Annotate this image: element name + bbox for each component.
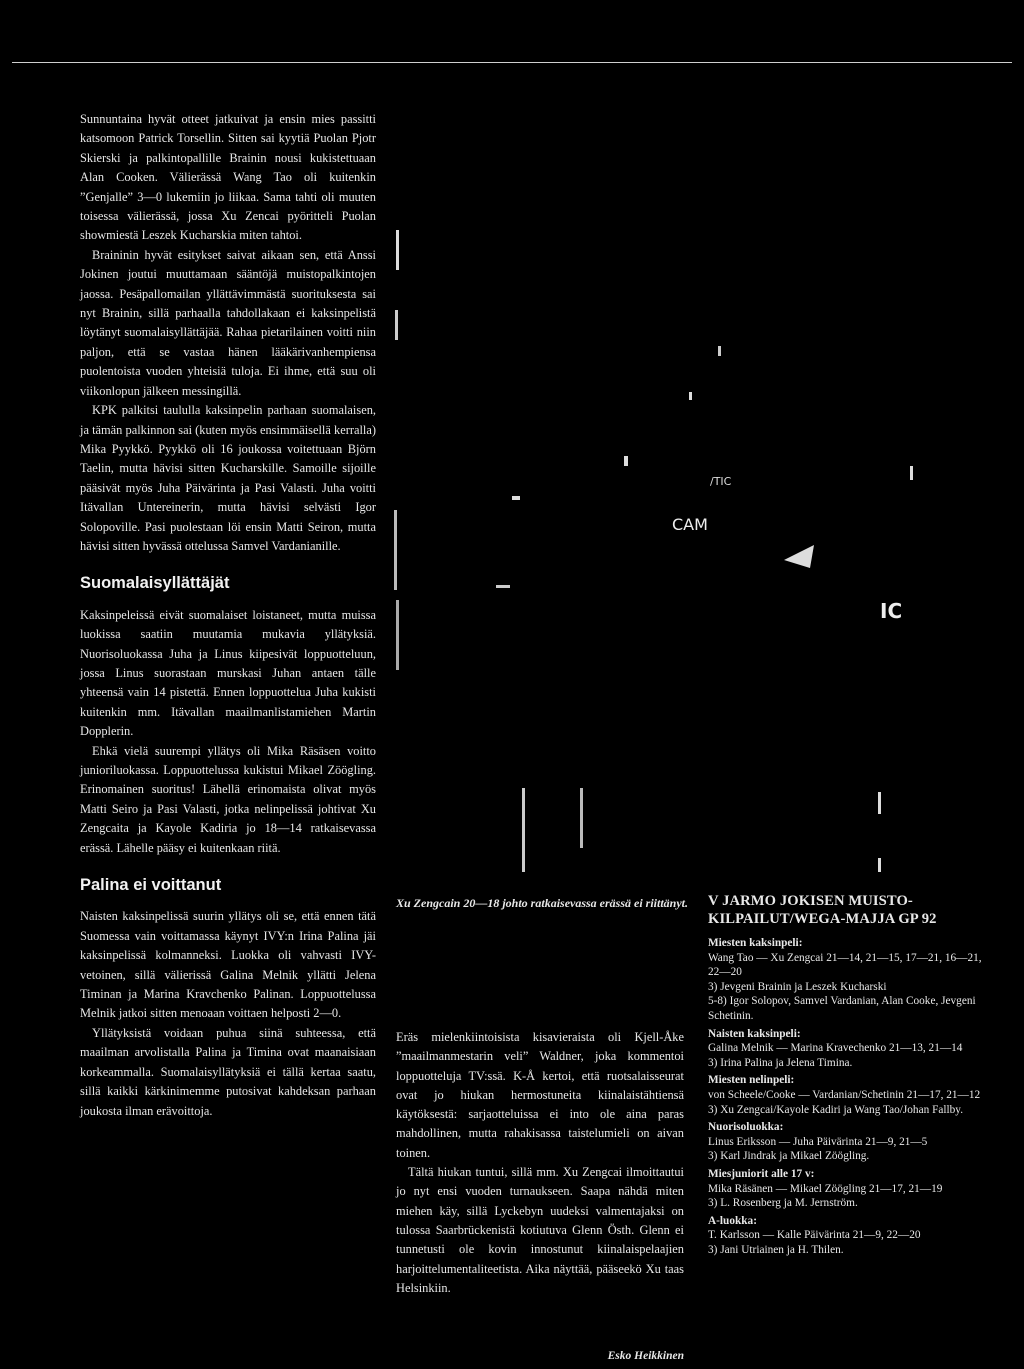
results-box <box>708 892 994 1257</box>
article-photo <box>392 120 1010 872</box>
paragraph: Eräs mielenkiintoisista kisavieraista oli Kjell-Åke ”maailmanmestarin veli” Waldner, joka kommentoi loppuotteluja TV:ssä. K-Å kertoi, että ruotsalaisseurat ovat jo hiukan hermostuneita kiinalaistähtiensä käytöksestä: sarjaotteluissa ei into ole aina paras mahdollinen, mutta rahakisassa taistelumieli on aivan toinen. <box>396 1030 684 1160</box>
photo-caption: Xu Zengcain 20—18 johto ratkaisevassa erässä ei riittänyt. <box>396 896 689 910</box>
results-line: Wang Tao — Xu Zengcai 21—14, 21—15, 17—21, 16—21, 22—20 <box>708 951 982 979</box>
results-line: 5-8) Igor Solopov, Samvel Vardanian, Alan Cooke, Jevgeni Schetinin. <box>708 995 976 1022</box>
results-category: Nuorisoluokka: <box>708 1121 784 1134</box>
top-rule <box>12 62 1012 63</box>
paragraph: Sunnuntaina hyvät otteet jatkuivat ja ensin mies passitti katsomoon Patrick Torsellin. Sitten sai kyytiä Puolan Pjotr Skierski ja palkintopallille Brainin nousi kukistettuaan Alan Cooken. Välierässä Wang Tao oli kuitenkin ”Genjalle” 3—0 lukemiin jo liikaa. Sama tahti oli muuten toisessa välierässä, jossa Xu Zencai pyöritteli Puolan showmiestä Leszek Kucharskia miten tahtoi. <box>80 112 376 243</box>
results-category: Miesjuniorit alle 17 v: <box>708 1167 815 1180</box>
author-signature: Esko Heikkinen <box>607 1350 684 1362</box>
photo-text: IC <box>880 599 903 623</box>
section-heading: Palina ei voittanut <box>80 876 222 895</box>
results-line: Linus Eriksson — Juha Päivärinta 21—9, 21—5 <box>708 1135 928 1148</box>
article-column-1 <box>80 110 376 1121</box>
article-column-2 <box>396 1028 684 1298</box>
paragraph: Ehkä vielä suurempi yllätys oli Mika Räsäsen voitto junioriluokassa. Loppuottelussa kukistui Mikael Zöögling. Erinomainen suoritus! Lähellä erinomaista olivat myös Matti Seiro ja Pasi Valasti, jotka nelinpelissä johtivat Xu Zengcaita ja Kayole Kadiria jo 18—14 ratkaisevassa erässä. Lähelle pääsy ei kuitenkaan riitä. <box>80 743 376 855</box>
results-line: T. Karlsson — Kalle Päivärinta 21—9, 22—20 <box>708 1229 921 1242</box>
results-line: 3) Jevgeni Brainin ja Leszek Kucharski <box>708 980 887 993</box>
results-line: 3) Jani Utriainen ja H. Thilen. <box>708 1243 844 1256</box>
results-category: Miesten kaksinpeli: <box>708 937 803 949</box>
photo-image <box>392 120 1010 872</box>
section-heading: Suomalaisyllättäjät <box>80 574 230 593</box>
photo-text: CAM <box>672 515 708 534</box>
results-category: A-luokka: <box>708 1214 757 1227</box>
results-line: von Scheele/Cooke — Vardanian/Schetinin 21—17, 21—12 <box>708 1088 981 1101</box>
photo-text: /TIC <box>710 475 732 488</box>
paragraph: Kaksinpeleissä eivät suomalaiset loistaneet, mutta muissa luokissa saatiin muutamia mukavia yllätyksiä. Nuorisoluokassa Juha ja Linus kiipesivät loppuotteluun, jossa Linus suorastaan murskasi Juhan antaen tälle yhteensä vain 14 pistettä. Ennen loppuottelua Juha kukisti kuitenkin mm. Itävallan maailmanlistamiehen Martin Dopplerin. <box>80 607 376 739</box>
results-line: Mika Räsänen — Mikael Zöögling 21—17, 21—19 <box>708 1182 943 1195</box>
results-category: Naisten kaksinpeli: <box>708 1027 801 1040</box>
results-title: V JARMO JOKISEN MUISTO-KILPAILUT/WEGA-MAJJA GP 92 <box>708 893 937 927</box>
results-line: 3) Irina Palina ja Jelena Timina. <box>708 1056 853 1069</box>
paragraph: Yllätyksistä voidaan puhua siinä suhteessa, että maailman arvolistalla Palina ja Timina ovat maanaisiaan korkeammalla. Suomalaisyllätyksiä ei tällä kertaa saatu, sillä kaikki kärkinimemme putosivat kahdeksan parhaan joukosta ilman erävoittoja. <box>80 1025 376 1118</box>
paragraph: Braininin hyvät esitykset saivat aikaan sen, että Anssi Jokinen joutui muuttamaan sääntöjä muistopalkintojen jaossa. Pesäpallomailan yllättävimmästä suorituksesta sai nyt Brainin, sillä parhaalla tahdollakaan ei kaksinpelistä löytänyt suomalaisyllättäjää. Rahaa pietarilainen voitti niin paljon, että se vastaa hänen lääkärivanhempiensa puolentoista vuoden yhteisiä tuloja. Ei ihme, että suu oli viikonlopun jälkeen messingillä. <box>80 247 376 398</box>
paragraph: Tältä hiukan tuntui, sillä mm. Xu Zengcai ilmoittautui jo nyt ensi vuoden turnaukseen. Saapa nähdä miten miehen käy, sillä Lyckebyn uudeksi valmentajaksi on tulossa Saarbrückenistä kotiutuva Glenn Östh. Glenn ei tunnetusti ole kovin innostunut kiinalaispelaajien harjoittelumentaliteetista. Aika näyttää, pääseekö Xu taas Helsinkiin. <box>396 1165 684 1295</box>
results-line: 3) Xu Zengcai/Kayole Kadiri ja Wang Tao/Johan Fallby. <box>708 1103 964 1116</box>
results-line: Galina Melnik — Marina Kravechenko 21—13, 21—14 <box>708 1042 963 1055</box>
results-category: Miesten nelinpeli: <box>708 1074 795 1087</box>
results-line: 3) L. Rosenberg ja M. Jernström. <box>708 1197 858 1210</box>
results-line: 3) Karl Jindrak ja Mikael Zöögling. <box>708 1150 870 1163</box>
paragraph: KPK palkitsi taululla kaksinpelin parhaan suomalaisen, ja tämän palkinnon sai (kuten myös ensimmäisellä kerralla) Mika Pyykkö. Pyykkö oli 16 joukossa voitettuaan Björn Taelin, mutta hävisi sitten Kucharskille. Samoille sijoille pääsivät myös Juha Päivärinta ja Pasi Valasti. Juha voitti Itävallan Untereinerin, mutta hävisi selvästi Igor Solopoville. Pasi puolestaan löi ensin Matti Seiron, mutta hävisi sitten hyvässä ottelussa Samvel Vardanianille. <box>80 403 376 553</box>
paragraph: Naisten kaksinpelissä suurin yllätys oli se, että ennen tätä Suomessa vain voittamassa käynyt IVY:n Irina Palina jäi kaksinpelissä kolmanneksi. Luokka oli vahvasti IVY-vetoinen, sillä välieriss​ä Galina Melnik yllätti Jelena Timinan ja Marina Kravchenko Palinan. Loppuottelussa Melnik jatkoi sitten menoaan voittaen helposti 2—0. <box>80 909 376 1021</box>
